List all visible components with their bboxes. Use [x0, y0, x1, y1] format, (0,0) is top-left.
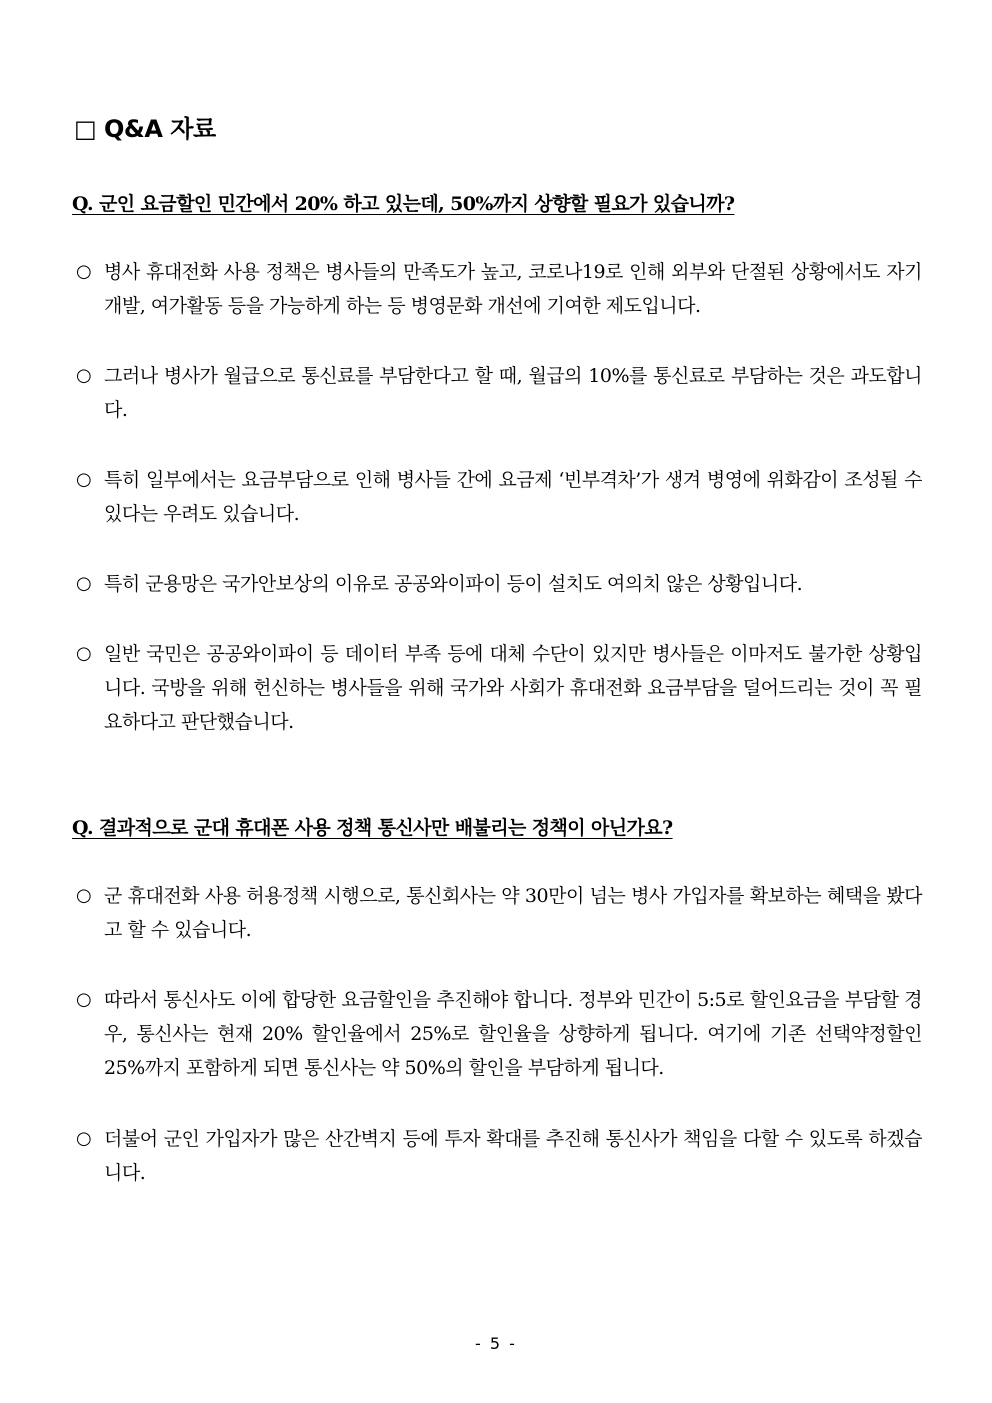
answer-text: 따라서 통신사도 이에 합당한 요금할인을 추진해야 합니다. 정부와 민간이 5:5로 할인요금을 부담할 경우, 통신사는 현재 20% 할인율에서 25%로 할인율을 상향하게 됩니다. 여기에 기존 선택약정할인 25%까지 포함하게 되면 통신사는 약 50%의 할인을 부담하게 됩니다.: [104, 989, 922, 1079]
answer-item: [76, 879, 922, 947]
answer-item: [76, 1122, 922, 1190]
answer-item: [76, 983, 922, 1085]
answer-item: [76, 637, 922, 739]
bullet-circle-icon: ○: [76, 885, 92, 906]
answer-text: 더불어 군인 가입자가 많은 산간벽지 등에 투자 확대를 추진해 통신사가 책임을 다할 수 있도록 하겠습니다.: [104, 1128, 922, 1184]
answer-text: 일반 국민은 공공와이파이 등 데이터 부족 등에 대체 수단이 있지만 병사들은 이마저도 불가한 상황입니다. 국방을 위해 헌신하는 병사들을 위해 국가와 사회가 휴대전화 요금부담을 덜어드리는 것이 꼭 필요하다고 판단했습니다.: [104, 643, 922, 733]
answer-text: 특히 군용망은 국가안보상의 이유로 공공와이파이 등이 설치도 여의치 않은 상황입니다.: [104, 573, 803, 595]
bullet-circle-icon: ○: [76, 261, 92, 282]
bullet-circle-icon: ○: [76, 643, 92, 664]
answer-text: 병사 휴대전화 사용 정책은 병사들의 만족도가 높고, 코로나19로 인해 외부와 단절된 상황에서도 자기개발, 여가활동 등을 가능하게 하는 등 병영문화 개선에 기여한 제도입니다.: [104, 261, 922, 317]
bullet-circle-icon: ○: [76, 1128, 92, 1149]
answer-item: [76, 567, 922, 601]
page-number: - 5 -: [475, 1334, 517, 1353]
bullet-circle-icon: ○: [76, 469, 92, 490]
answer-text: 그러나 병사가 월급으로 통신료를 부담한다고 할 때, 월급의 10%를 통신료로 부담하는 것은 과도합니다.: [104, 365, 922, 421]
answer-item: [76, 463, 922, 531]
answer-item: [76, 359, 922, 427]
section-title: □ Q&A 자료: [74, 115, 216, 143]
bullet-circle-icon: ○: [76, 573, 92, 594]
answer-text: 군 휴대전화 사용 허용정책 시행으로, 통신회사는 약 30만이 넘는 병사 가입자를 확보하는 혜택을 봤다고 할 수 있습니다.: [104, 885, 922, 941]
question-1-title: Q. 군인 요금할인 민간에서 20% 하고 있는데, 50%까지 상향할 필요가 있습니까?: [72, 193, 735, 215]
answer-text: 특히 일부에서는 요금부담으로 인해 병사들 간에 요금제 ‘빈부격차’가 생겨 병영에 위화감이 조성될 수 있다는 우려도 있습니다.: [104, 469, 922, 525]
question-2-title: Q. 결과적으로 군대 휴대폰 사용 정책 통신사만 배불리는 정책이 아닌가요?: [72, 817, 673, 839]
bullet-circle-icon: ○: [76, 989, 92, 1010]
answer-item: [76, 255, 922, 323]
bullet-circle-icon: ○: [76, 365, 92, 386]
